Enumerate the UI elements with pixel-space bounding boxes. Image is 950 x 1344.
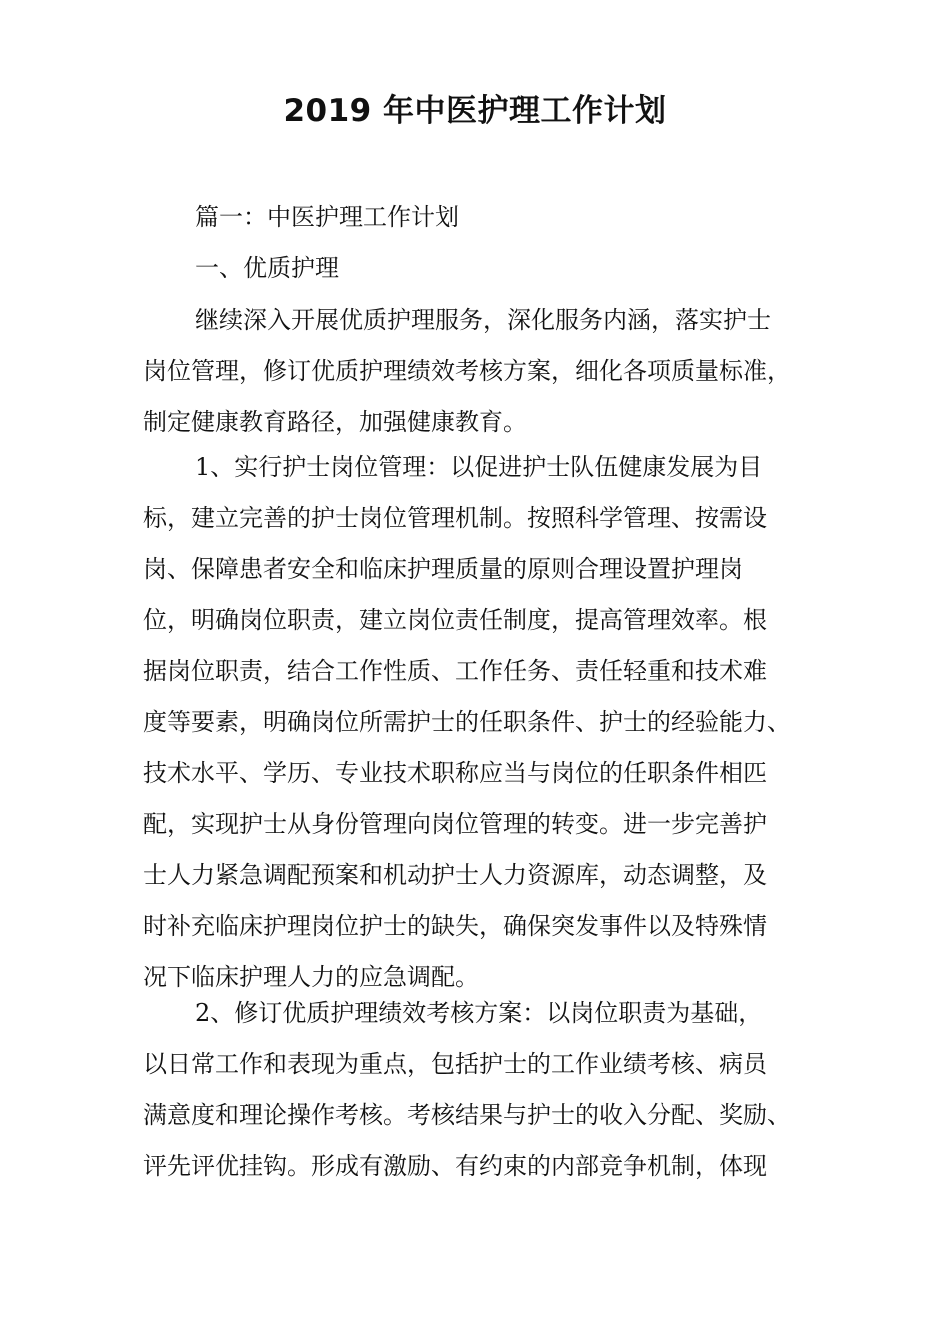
part-heading [143,192,813,243]
paragraph-line: 度等要素，明确岗位所需护士的任职条件、护士的经验能力、 [143,708,791,736]
paragraph-1 [143,295,813,448]
paragraph-line: 时补充临床护理岗位护士的缺失，确保突发事件以及特殊情 [143,912,767,940]
paragraph-2 [143,442,813,1003]
paragraph-line: 位，明确岗位职责，建立岗位责任制度，提高管理效率。根 [143,606,767,634]
paragraph-line: 评先评优挂钩。形成有激励、有约束的内部竞争机制，体现 [143,1152,767,1180]
section-heading-text: 一、优质护理 [195,254,339,282]
paragraph-line: 况下临床护理人力的应急调配。 [143,963,479,991]
paragraph-line: 士人力紧急调配预案和机动护士人力资源库，动态调整，及 [143,861,767,889]
paragraph-line: 技术水平、学历、专业技术职称应当与岗位的任职条件相匹 [143,759,767,787]
document-title: 2019 年中医护理工作计划 [283,93,667,129]
paragraph-line: 岗、保障患者安全和临床护理质量的原则合理设置护理岗 [143,555,743,583]
paragraph-line: 以日常工作和表现为重点，包括护士的工作业绩考核、病员 [143,1050,767,1078]
paragraph-line: 岗位管理，修订优质护理绩效考核方案，细化各项质量标准， [143,357,791,385]
paragraph-line: 2、修订优质护理绩效考核方案：以岗位职责为基础， [195,999,763,1027]
paragraph-line: 满意度和理论操作考核。考核结果与护士的收入分配、奖励、 [143,1101,791,1129]
part-heading-text: 篇一：中医护理工作计划 [195,203,459,231]
paragraph-3 [143,988,813,1192]
paragraph-line: 据岗位职责，结合工作性质、工作任务、责任轻重和技术难 [143,657,767,685]
paragraph-line: 继续深入开展优质护理服务，深化服务内涵，落实护士 [195,306,771,334]
paragraph-line: 1、实行护士岗位管理：以促进护士队伍健康发展为目 [195,453,763,481]
paragraph-line: 制定健康教育路径，加强健康教育。 [143,408,527,436]
section-heading [143,243,813,294]
paragraph-line: 标，建立完善的护士岗位管理机制。按照科学管理、按需设 [143,504,767,532]
paragraph-line: 配，实现护士从身份管理向岗位管理的转变。进一步完善护 [143,810,767,838]
